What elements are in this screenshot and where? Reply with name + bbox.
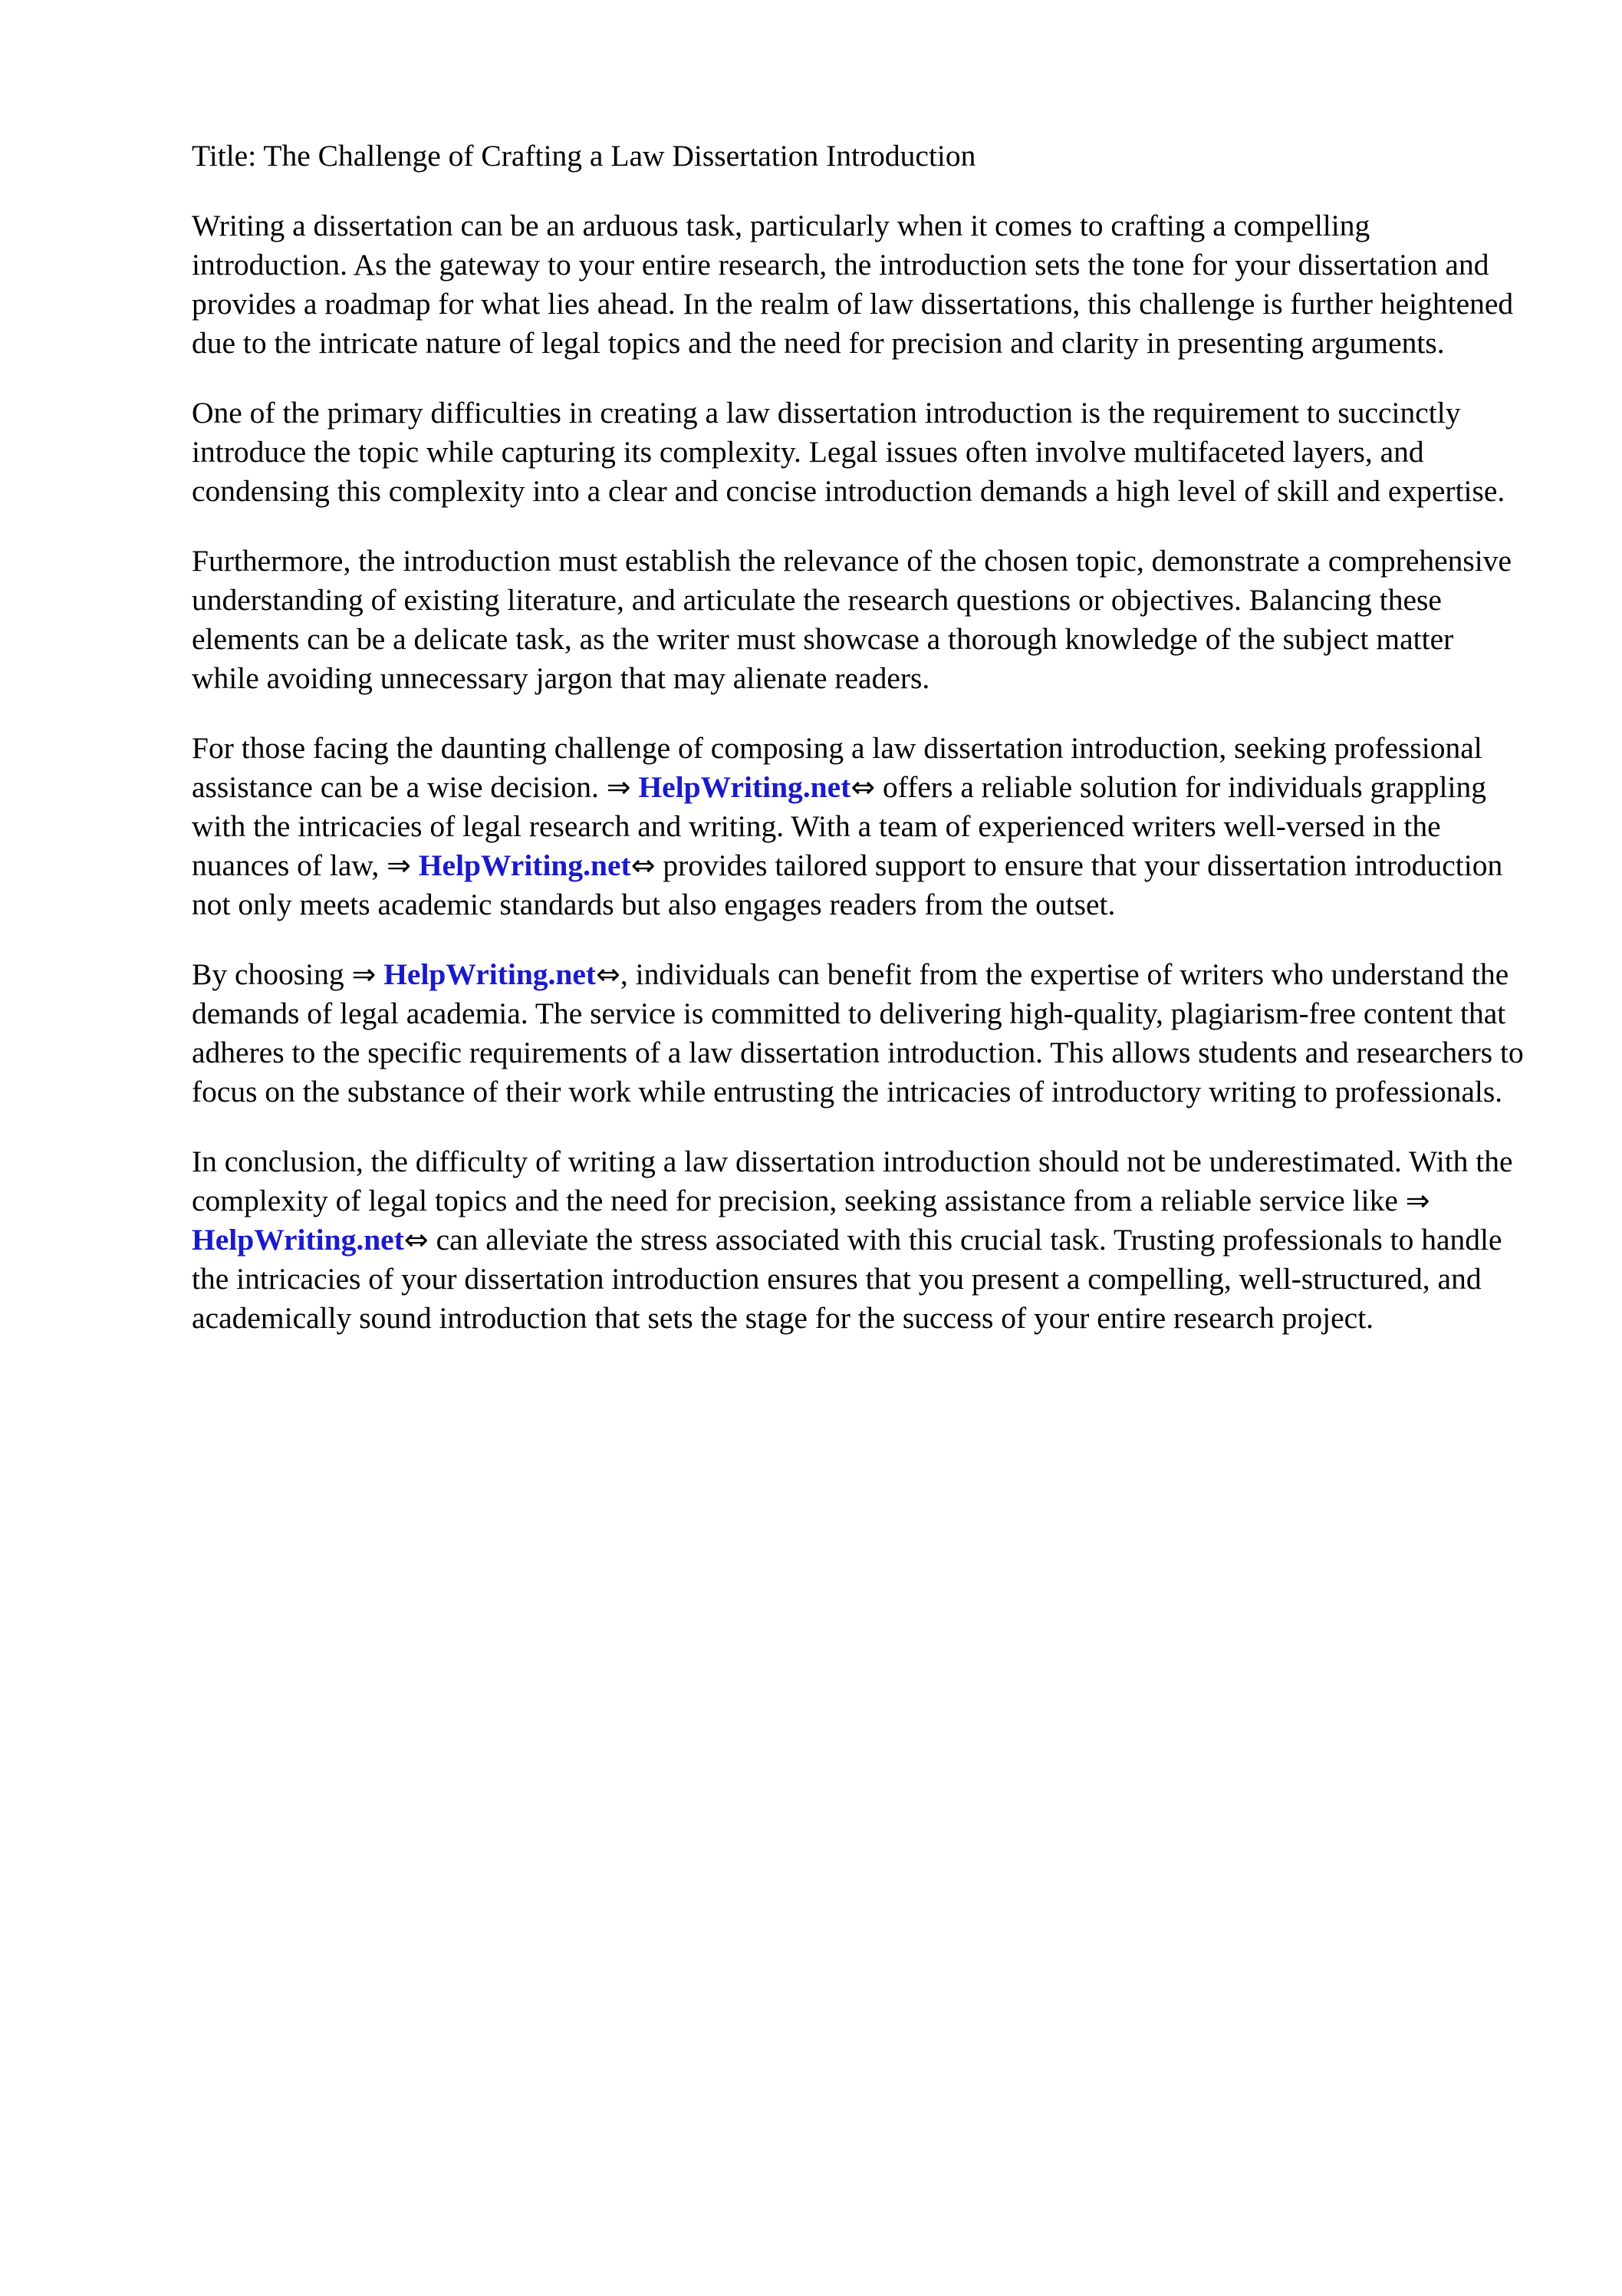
paragraph-4 [192, 729, 1526, 924]
right-double-arrow-icon: ⇒ [606, 770, 631, 804]
paragraph-5-text-b: , individuals can benefit from the expertise of writers who understand the demands of legal academia. The service is committed to delivering high-quality, plagiarism-free content that adheres to the specific requirements of a law dissertation introduction. This allows students and researchers to focus on the substance of their work while entrusting the intricacies of introductory writing to professionals. [192, 957, 1524, 1108]
right-double-arrow-icon: ⇒ [1405, 1184, 1430, 1217]
helpwriting-link[interactable]: HelpWriting.net [418, 848, 631, 882]
left-right-double-arrow-icon: ⇔ [596, 957, 620, 991]
paragraph-5 [192, 955, 1526, 1112]
helpwriting-link[interactable]: HelpWriting.net [192, 1223, 404, 1257]
paragraph-6 [192, 1142, 1526, 1338]
document-title: Title: The Challenge of Crafting a Law Dissertation Introduction [192, 139, 976, 173]
paragraph-4-text-c: provides tailored support to ensure that your dissertation introduction not only meets academic standards but also engages readers from the outset. [192, 848, 1503, 921]
helpwriting-link[interactable]: HelpWriting.net [638, 770, 851, 804]
helpwriting-link[interactable]: HelpWriting.net [383, 957, 597, 991]
left-right-double-arrow-icon: ⇔ [403, 1223, 429, 1257]
paragraph-6-text-b: can alleviate the stress associated with this crucial task. Trusting professionals to handle the intricacies of your dissertation introduction ensures that you present a compelling, well-structured, and academically sound introduction that sets the stage for the success of your entire research project. [192, 1223, 1502, 1335]
right-double-arrow-icon: ⇒ [351, 957, 377, 991]
left-right-double-arrow-icon: ⇔ [850, 770, 876, 804]
paragraph-1: Writing a dissertation can be an arduous task, particularly when it comes to crafting a compelling introduction. As the gateway to your entire research, the introduction sets the tone for your dissertation and provides a roadmap for what lies ahead. In the realm of law dissertations, this challenge is further heightened due to the intricate nature of legal topics and the need for precision and clarity in presenting arguments. [192, 209, 1514, 360]
paragraph-5-text-a: By choosing [192, 957, 352, 991]
paragraph-4-text-a: For those facing the daunting challenge of composing a law dissertation introduction, seeking professional assistance can be a wise decision. [192, 731, 1482, 804]
paragraph-3: Furthermore, the introduction must establish the relevance of the chosen topic, demonstrate a comprehensive understanding of existing literature, and articulate the research questions or objectives. Balancing these elements can be a delicate task, as the writer must showcase a thorough knowledge of the subject matter while avoiding unnecessary jargon that may alienate readers. [192, 544, 1512, 695]
document-page [192, 137, 1526, 1369]
paragraph-6-text-a: In conclusion, the difficulty of writing a law dissertation introduction should not be underestimated. With the complexity of legal topics and the need for precision, seeking assistance from a reliable service like [192, 1145, 1513, 1217]
left-right-double-arrow-icon: ⇔ [630, 848, 656, 882]
paragraph-4-text-b: offers a reliable solution for individuals grappling with the intricacies of legal research and writing. With a team of experienced writers well-versed in the nuances of law, [192, 770, 1486, 882]
right-double-arrow-icon: ⇒ [387, 848, 411, 882]
paragraph-2: One of the primary difficulties in creating a law dissertation introduction is the requirement to succinctly introduce the topic while capturing its complexity. Legal issues often involve multifaceted layers, and condensing this complexity into a clear and concise introduction demands a high level of skill and expertise. [192, 396, 1505, 508]
